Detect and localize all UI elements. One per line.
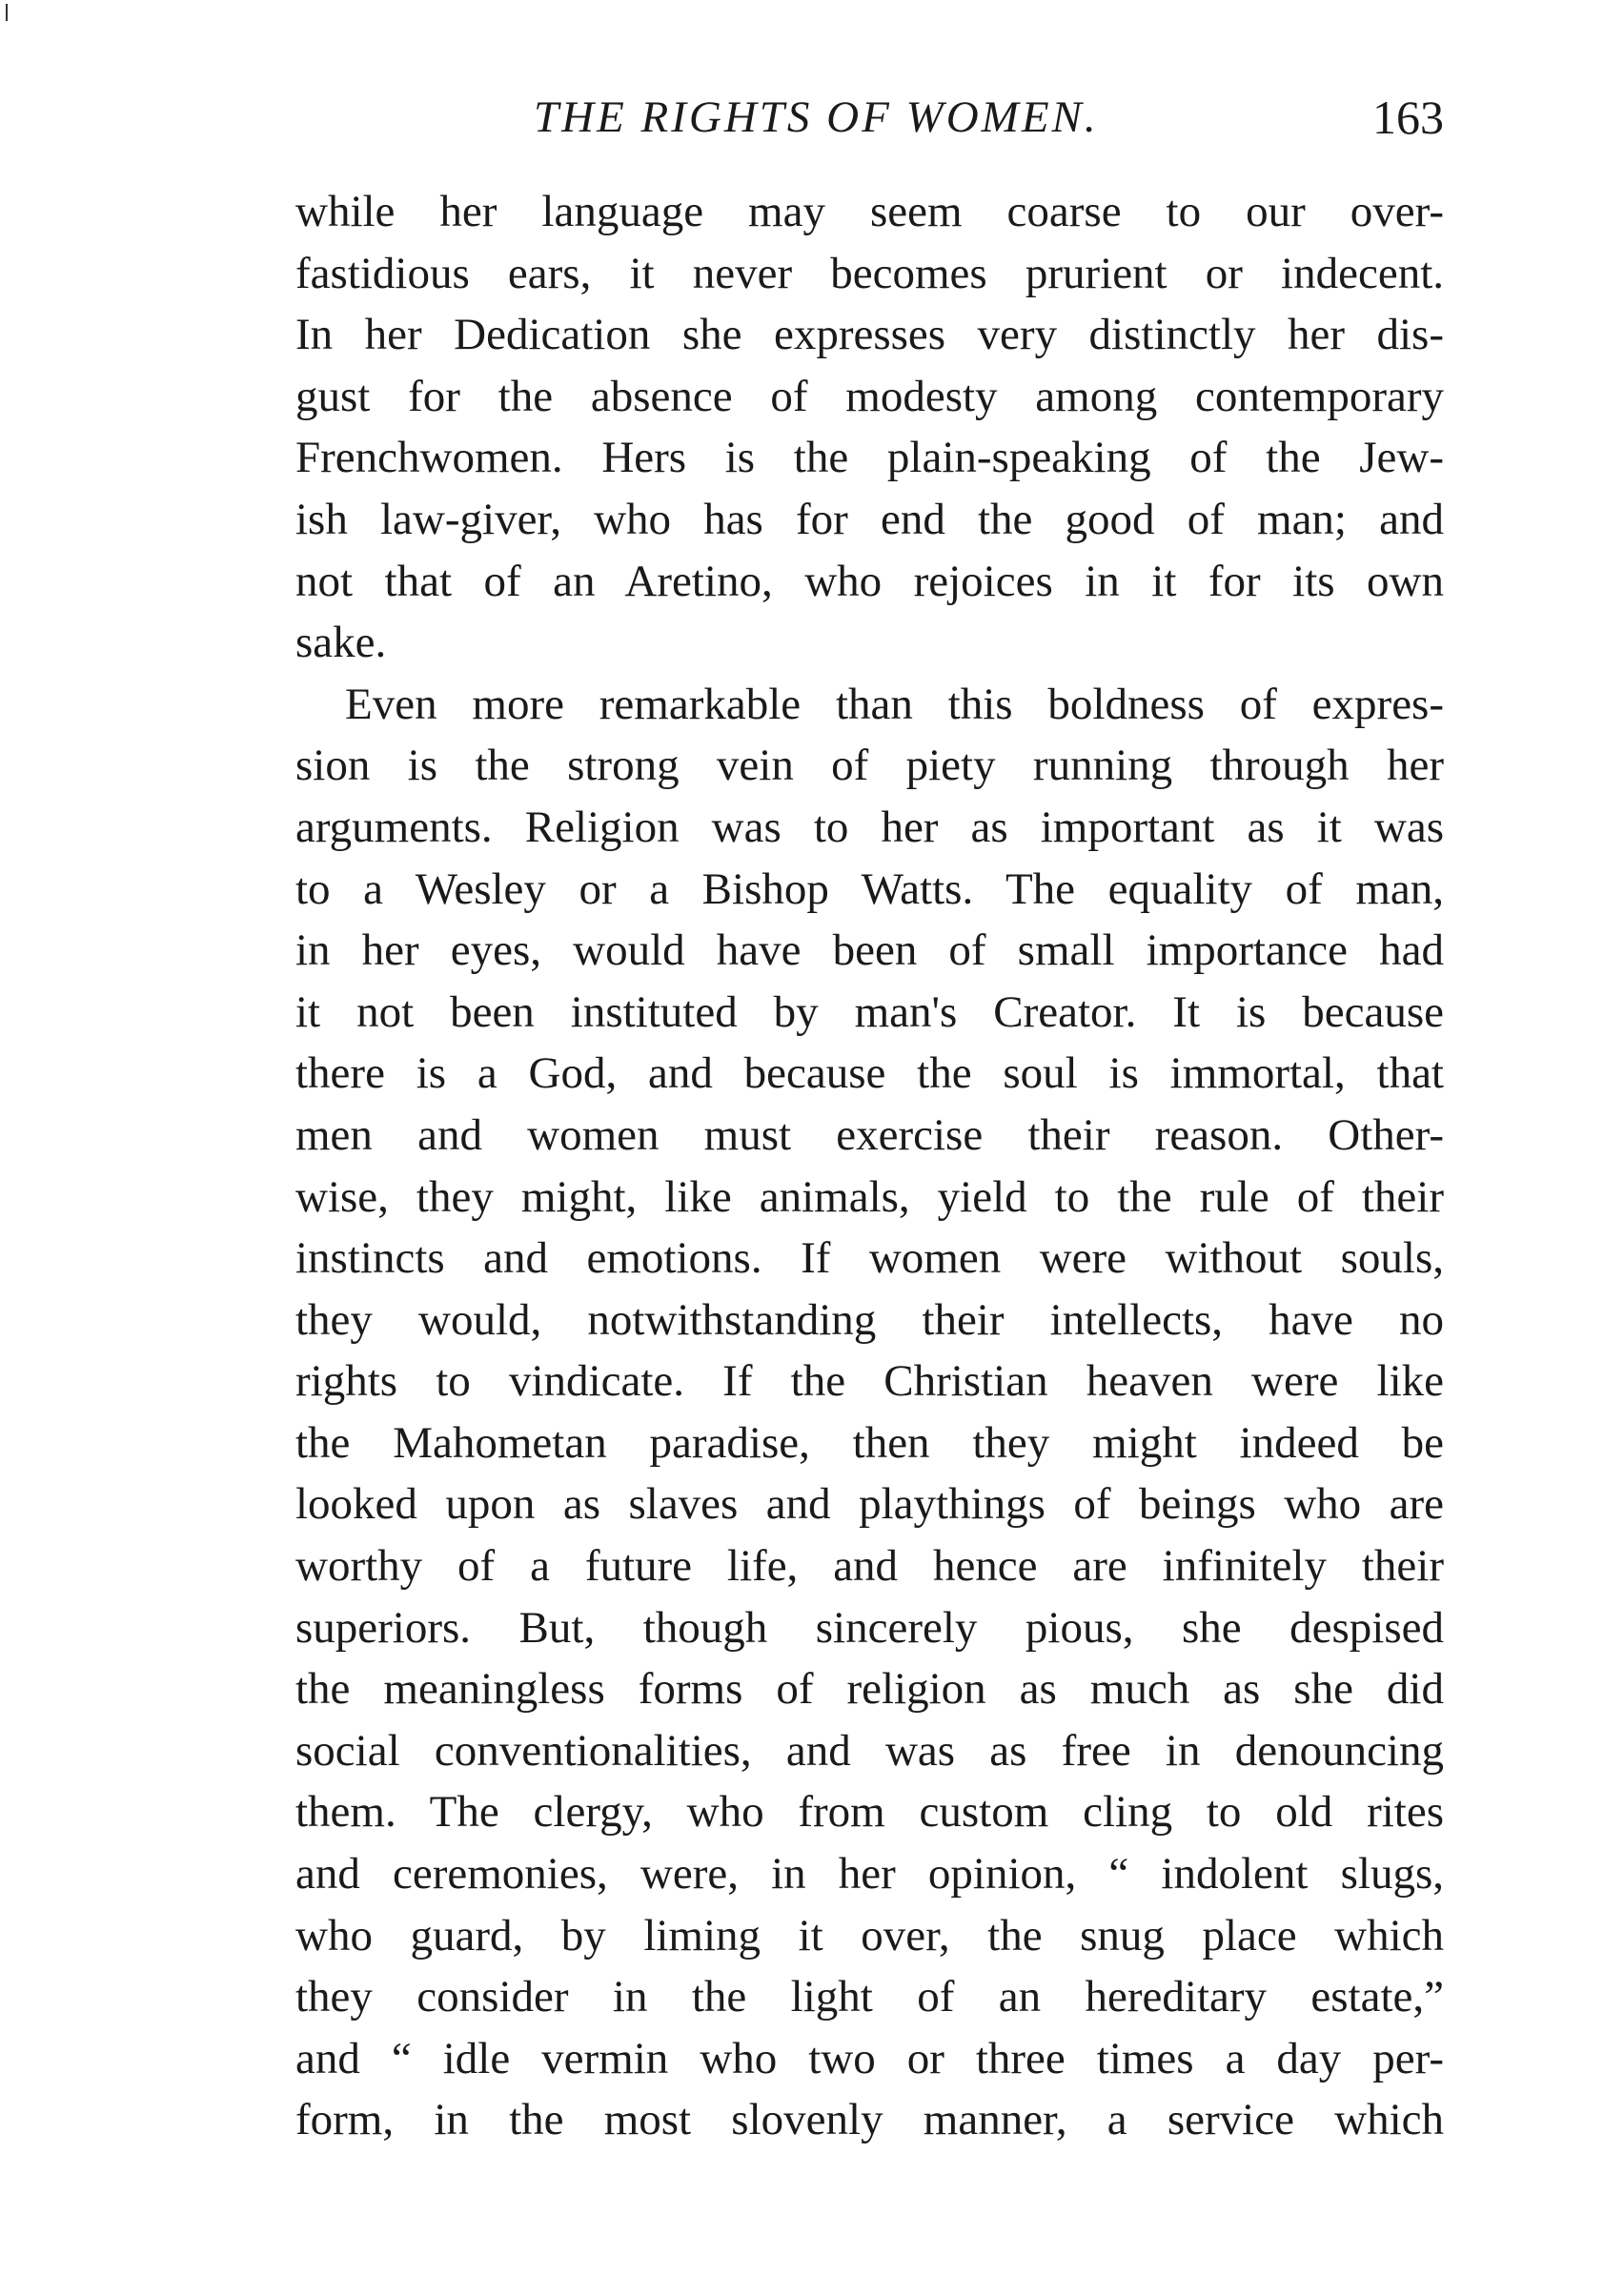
text-line: ish law-giver, who has for end the good of man; and	[295, 494, 1444, 544]
text-line: not that of an Aretino, who rejoices in it for its own	[295, 556, 1444, 606]
text-line: fastidious ears, it never becomes prurient or indecent.	[295, 248, 1444, 298]
text-line: there is a God, and because the soul is immortal, that	[295, 1048, 1444, 1099]
text-line: wise, they might, like animals, yield to the rule of their	[295, 1171, 1444, 1222]
text-line: social conventionalities, and was as free in denouncing	[295, 1725, 1444, 1776]
text-line: the Mahometan paradise, then they might indeed be	[295, 1417, 1444, 1468]
text-line: instincts and emotions. If women were without souls,	[295, 1233, 1444, 1284]
text-line: the meaningless forms of religion as much as she did	[295, 1664, 1444, 1715]
page-number: 163	[1372, 91, 1444, 144]
text-line: sion is the strong vein of piety running through her	[295, 741, 1444, 791]
text-line: to a Wesley or a Bishop Watts. The equality of man,	[295, 864, 1444, 914]
text-line: while her language may seem coarse to our over-	[295, 187, 1444, 236]
text-line: them. The clergy, who from custom cling to old rites	[295, 1787, 1444, 1838]
text-line: men and women must exercise their reason. Other-	[295, 1109, 1444, 1160]
text-line: In her Dedication she expresses very distinctly her dis-	[295, 310, 1444, 360]
text-line: arguments. Religion was to her as important as it was	[295, 802, 1444, 852]
margin-mark	[6, 4, 8, 21]
text-line: Even more remarkable than this boldness of expres-	[345, 679, 1444, 729]
paragraph-2	[295, 674, 1444, 2151]
text-line: and ceremonies, were, in her opinion, “ indolent slugs,	[295, 1849, 1444, 1900]
text-line: superiors. But, though sincerely pious, she despised	[295, 1602, 1444, 1653]
body-text	[295, 181, 1444, 2151]
text-line: they consider in the light of an hereditary estate,”	[295, 1972, 1444, 2022]
text-line: Frenchwomen. Hers is the plain-speaking of the Jew-	[295, 433, 1444, 483]
page-header	[295, 84, 1444, 151]
text-line: form, in the most slovenly manner, a service which	[295, 2095, 1444, 2145]
text-line: worthy of a future life, and hence are infinitely their	[295, 1541, 1444, 1592]
running-title: THE RIGHTS OF WOMEN.	[534, 92, 1099, 142]
text-line: who guard, by liming it over, the snug place which	[295, 1910, 1444, 1961]
text-line: it not been instituted by man's Creator. It is because	[295, 986, 1444, 1037]
text-line: looked upon as slaves and playthings of beings who are	[295, 1479, 1444, 1530]
text-line: they would, notwithstanding their intellects, have no	[295, 1294, 1444, 1345]
text-line: gust for the absence of modesty among contemporary	[295, 371, 1444, 421]
paragraph-1	[295, 181, 1444, 674]
text-line: rights to vindicate. If the Christian heaven were like	[295, 1356, 1444, 1407]
text-line: sake.	[295, 618, 387, 668]
text-line: and “ idle vermin who two or three times a day per-	[295, 2033, 1444, 2083]
text-line: in her eyes, would have been of small importance had	[295, 925, 1444, 976]
